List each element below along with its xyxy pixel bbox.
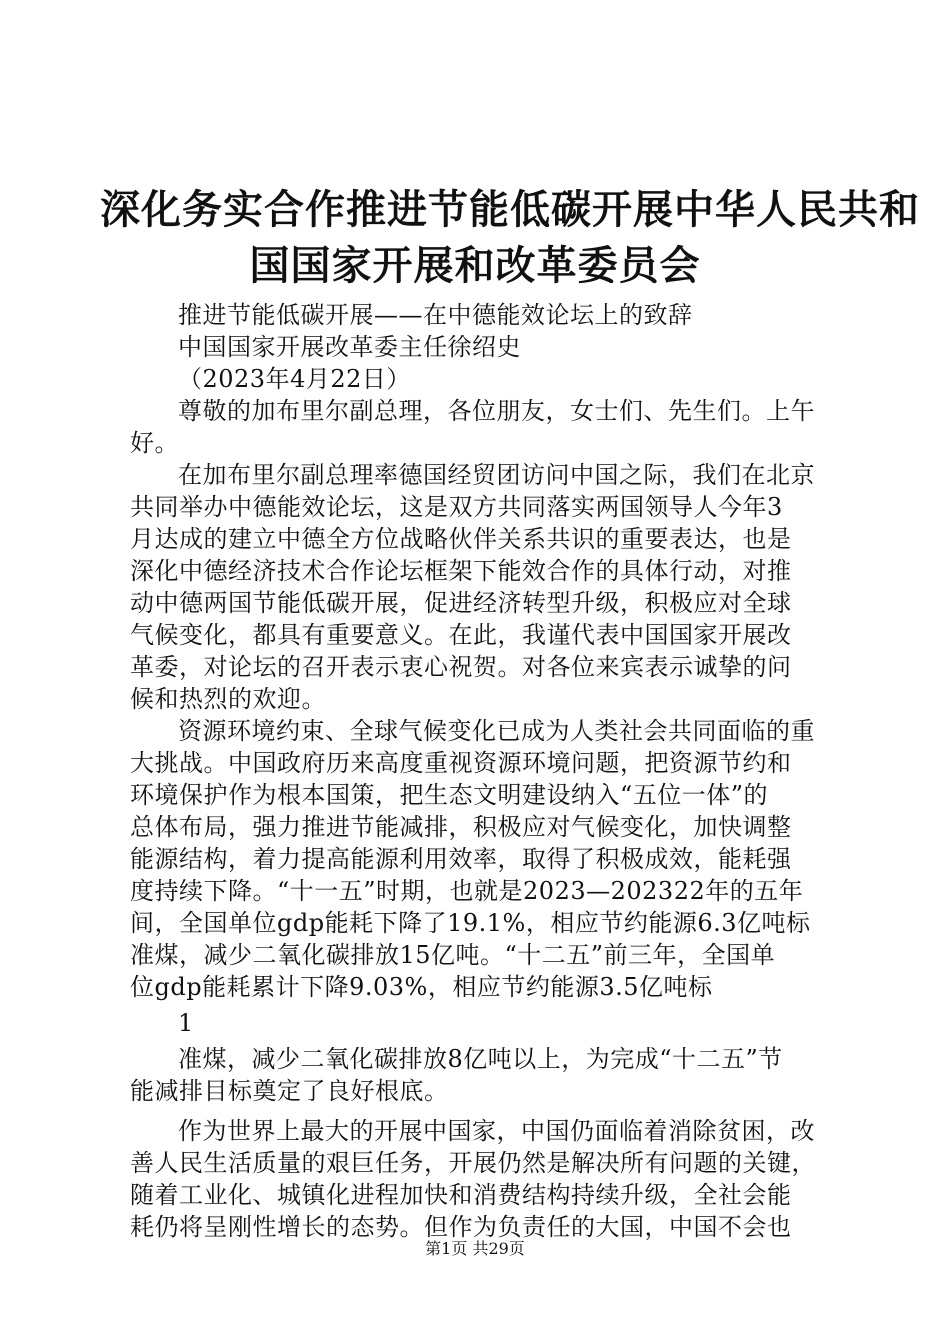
paragraph-line: 准煤，减少二氧化碳排放8亿吨以上，为完成“十二五”节	[178, 1045, 783, 1073]
paragraph-line: 深化中德经济技术合作论坛框架下能效合作的具体行动，对推	[130, 557, 792, 585]
paragraph-line: 革委，对论坛的召开表示衷心祝贺。对各位来宾表示诚挚的问	[130, 653, 792, 681]
paragraph-line: 耗仍将呈刚性增长的态势。但作为负责任的大国，中国不会也	[130, 1213, 792, 1241]
paragraph-line: 大挑战。中国政府历来高度重视资源环境问题，把资源节约和	[130, 749, 792, 777]
subtitle: 推进节能低碳开展——在中德能效论坛上的致辞	[178, 301, 693, 329]
paragraph-line: 候和热烈的欢迎。	[130, 685, 326, 713]
page-footer: 第1页 共29页	[425, 1239, 525, 1258]
document-title-line-1: 深化务实合作推进节能低碳开展中华人民共和	[100, 187, 920, 233]
paragraph-line: 能减排目标奠定了良好根底。	[130, 1077, 449, 1105]
paragraph-line: 作为世界上最大的开展中国家，中国仍面临着消除贫困，改	[178, 1117, 815, 1145]
paragraph-line: 能源结构，着力提高能源利用效率，取得了积极成效，能耗强	[130, 845, 792, 873]
paragraph-line: 总体布局，强力推进节能减排，积极应对气候变化，加快调整	[130, 813, 792, 841]
paragraph-line: 在加布里尔副总理率德国经贸团访问中国之际，我们在北京	[178, 461, 815, 489]
page-marker: 1	[178, 1009, 194, 1037]
paragraph-line: 环境保护作为根本国策，把生态文明建设纳入“五位一体”的	[130, 781, 769, 809]
paragraph-line: 随着工业化、城镇化进程加快和消费结构持续升级，全社会能	[130, 1181, 792, 1209]
paragraph-line: 位gdp能耗累计下降9.03%，相应节约能源3.5亿吨标	[130, 973, 713, 1001]
date-line: （2023年4月22日）	[178, 365, 411, 393]
paragraph-line: 资源环境约束、全球气候变化已成为人类社会共同面临的重	[178, 717, 815, 745]
greeting-line: 尊敬的加布里尔副总理，各位朋友，女士们、先生们。上午	[178, 397, 815, 425]
paragraph-line: 动中德两国节能低碳开展，促进经济转型升级，积极应对全球	[130, 589, 792, 617]
paragraph-line: 间，全国单位gdp能耗下降了19.1%，相应节约能源6.3亿吨标	[130, 909, 811, 937]
document-title-line-2: 国国家开展和改革委员会	[249, 243, 701, 289]
paragraph-line: 善人民生活质量的艰巨任务，开展仍然是解决所有问题的关键，	[130, 1149, 816, 1177]
author-line: 中国国家开展改革委主任徐绍史	[178, 333, 521, 361]
paragraph-line: 气候变化，都具有重要意义。在此，我谨代表中国国家开展改	[130, 621, 792, 649]
paragraph-line: 月达成的建立中德全方位战略伙伴关系共识的重要表达，也是	[130, 525, 792, 553]
paragraph-line: 准煤，减少二氧化碳排放15亿吨。“十二五”前三年，全国单	[130, 941, 776, 969]
paragraph-line: 度持续下降。“十一五”时期，也就是2023—202322年的五年	[130, 877, 804, 905]
paragraph-line: 共同举办中德能效论坛，这是双方共同落实两国领导人今年3	[130, 493, 783, 521]
greeting-line: 好。	[130, 429, 179, 457]
